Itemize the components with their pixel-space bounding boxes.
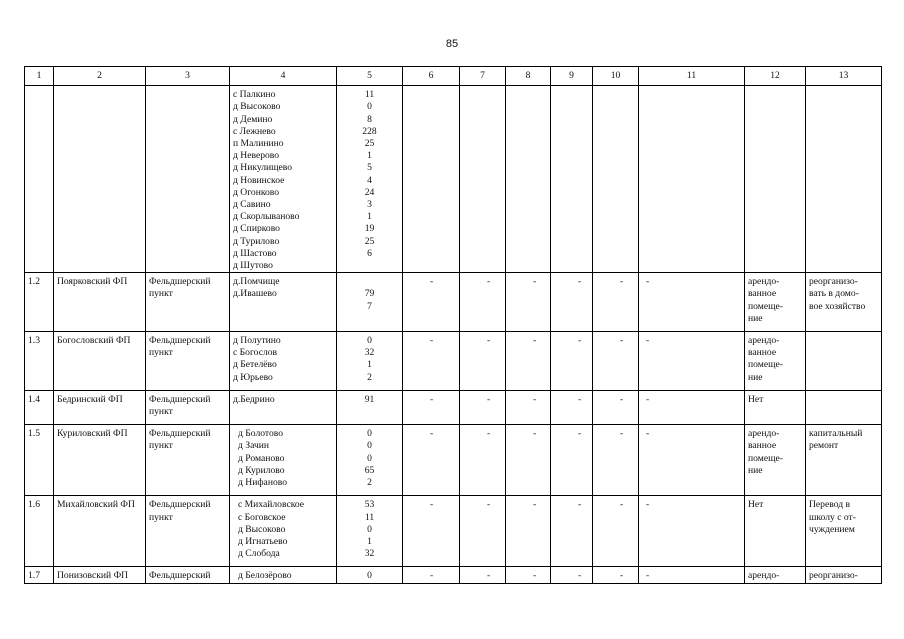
population-value: 0 <box>367 101 372 113</box>
settlement-name: д Высоково <box>238 523 286 535</box>
settlement-name: д Турилово <box>233 235 280 247</box>
settlement-name: д Шастово <box>233 247 277 259</box>
facility-type-cell <box>146 273 230 332</box>
premises-line: помеще- <box>748 359 783 371</box>
population-value: 6 <box>367 247 372 259</box>
col9-cell <box>551 273 593 332</box>
col11-cell <box>639 273 745 332</box>
row-number-cell <box>25 86 54 273</box>
col-header-9: 9 <box>551 67 593 86</box>
settlement-name: д Никулищево <box>233 162 293 174</box>
col-header-1: 1 <box>25 67 54 86</box>
facility-type-line: пункт <box>149 440 173 452</box>
measure-cell <box>806 86 882 273</box>
table-row <box>25 86 882 273</box>
population-value: 7 <box>367 300 372 312</box>
settlement-name: д Новинское <box>233 174 285 186</box>
population-cell <box>337 273 403 332</box>
col8-cell <box>506 567 551 583</box>
col10-cell <box>593 390 639 424</box>
col-header-11: 11 <box>639 67 745 86</box>
settlement-name: с Богослов <box>233 347 278 359</box>
premises-line: помеще- <box>748 452 783 464</box>
settlements-cell <box>230 273 337 332</box>
measure-line: вать в домо- <box>809 288 859 300</box>
facility-name: Бедринский ФП <box>57 393 123 405</box>
facility-type-line: пункт <box>149 288 173 300</box>
col9-cell <box>551 425 593 496</box>
facility-name: Михайловский ФП <box>57 499 135 511</box>
col11-cell <box>639 332 745 391</box>
population-value: 32 <box>364 347 375 359</box>
col11-value: - <box>646 335 650 347</box>
settlement-name: д Нифаново <box>238 477 288 489</box>
facility-name: Куриловский ФП <box>57 428 128 440</box>
population-value: 4 <box>367 174 372 186</box>
col6-value: - <box>430 393 434 405</box>
col6-value: - <box>430 276 434 288</box>
table-body <box>25 86 882 583</box>
settlement-name: д Скорлываново <box>233 211 300 223</box>
col6-cell <box>403 425 460 496</box>
col8-value: - <box>533 428 537 440</box>
premises-line: арендо- <box>748 335 780 347</box>
col7-cell <box>460 86 506 273</box>
settlements-cell <box>230 390 337 424</box>
premises-line: арендо- <box>748 428 780 440</box>
settlement-name: д Демино <box>233 113 273 125</box>
settlement-name: д.Помчище <box>233 276 280 288</box>
premises-line: ванное <box>748 440 777 452</box>
population-value: 2 <box>367 477 372 489</box>
col11-cell <box>639 567 745 583</box>
col6-cell <box>403 567 460 583</box>
measure-line: реорганизо- <box>809 276 858 288</box>
col9-cell <box>551 496 593 567</box>
premises-cell <box>745 273 806 332</box>
col9-value: - <box>578 428 582 440</box>
population-cell <box>337 496 403 567</box>
facility-type-cell <box>146 425 230 496</box>
col7-value: - <box>487 393 491 405</box>
population-cell <box>337 86 403 273</box>
premises-line: помеще- <box>748 300 783 312</box>
measure-line: ремонт <box>809 440 839 452</box>
premises-line: ванное <box>748 288 777 300</box>
table-row <box>25 390 882 424</box>
table-row <box>25 273 882 332</box>
population-value: 53 <box>364 499 375 511</box>
settlement-name: п Малинино <box>233 138 284 150</box>
population-value: 19 <box>364 223 375 235</box>
population-value: 0 <box>367 452 372 464</box>
col10-cell <box>593 86 639 273</box>
premises-line: ванное <box>748 347 777 359</box>
population-value <box>340 276 399 288</box>
col6-cell <box>403 273 460 332</box>
row-number: 1.6 <box>28 499 40 511</box>
col8-cell <box>506 390 551 424</box>
row-number-cell <box>25 273 54 332</box>
table-row <box>25 567 882 583</box>
col9-value: - <box>578 570 582 582</box>
facility-type-line: пункт <box>149 406 173 418</box>
col11-cell <box>639 496 745 567</box>
population-value: 1 <box>367 359 372 371</box>
facility-name-cell <box>54 86 146 273</box>
col8-cell <box>506 86 551 273</box>
facility-name-cell <box>54 496 146 567</box>
col8-value: - <box>533 335 537 347</box>
population-value: 0 <box>367 570 372 582</box>
measure-cell <box>806 496 882 567</box>
facility-type-line: Фельдшерский <box>149 276 211 288</box>
col10-value: - <box>620 335 624 347</box>
col7-cell <box>460 425 506 496</box>
facility-type-line: Фельдшерский <box>149 335 211 347</box>
facility-type-cell <box>146 332 230 391</box>
col8-cell <box>506 273 551 332</box>
row-number: 1.5 <box>28 428 40 440</box>
settlement-name: д Зачин <box>238 440 270 452</box>
facility-type-line: Фельдшерский <box>149 428 211 440</box>
col9-value: - <box>578 335 582 347</box>
population-value: 0 <box>367 523 372 535</box>
population-value: 1 <box>367 150 372 162</box>
measure-line: реорганизо- <box>809 570 858 582</box>
measure-cell <box>806 390 882 424</box>
premises-cell <box>745 332 806 391</box>
col-header-4: 4 <box>230 67 337 86</box>
population-value: 65 <box>364 464 375 476</box>
row-number: 1.7 <box>28 570 40 582</box>
facility-name: Поярковский ФП <box>57 276 128 288</box>
col11-value: - <box>646 428 650 440</box>
population-cell <box>337 425 403 496</box>
facility-type-cell <box>146 496 230 567</box>
population-value: 24 <box>364 186 375 198</box>
col6-cell <box>403 496 460 567</box>
settlement-name: д.Ивашево <box>233 288 277 300</box>
population-cell <box>337 390 403 424</box>
facility-type-cell <box>146 390 230 424</box>
measure-line: чуждением <box>809 523 855 535</box>
measure-cell <box>806 425 882 496</box>
col7-cell <box>460 567 506 583</box>
settlement-name: д.Бедрино <box>233 393 275 405</box>
settlements-cell <box>230 496 337 567</box>
settlement-name: д Юрьево <box>233 371 273 383</box>
settlement-name: д Неверово <box>233 150 280 162</box>
row-number: 1.4 <box>28 393 40 405</box>
settlement-name: д Савино <box>233 199 271 211</box>
col-header-5: 5 <box>337 67 403 86</box>
facility-name-cell <box>54 425 146 496</box>
premises-line: ние <box>748 371 763 383</box>
premises-line: арендо- <box>748 570 780 582</box>
col9-cell <box>551 332 593 391</box>
facility-type-cell <box>146 86 230 273</box>
col7-value: - <box>487 499 491 511</box>
facility-type-line: Фельдшерский <box>149 393 211 405</box>
measure-cell <box>806 567 882 583</box>
population-value: 91 <box>364 393 375 405</box>
col11-cell <box>639 86 745 273</box>
settlements-cell <box>230 567 337 583</box>
population-cell <box>337 332 403 391</box>
col6-cell <box>403 390 460 424</box>
settlements-cell <box>230 86 337 273</box>
row-number-cell <box>25 332 54 391</box>
col8-value: - <box>533 570 537 582</box>
population-value: 11 <box>364 511 375 523</box>
measure-line: школу с от- <box>809 511 856 523</box>
col-header-10: 10 <box>593 67 639 86</box>
population-value: 25 <box>364 235 375 247</box>
col-header-13: 13 <box>806 67 882 86</box>
measure-cell <box>806 332 882 391</box>
settlement-name: д Полутино <box>233 335 281 347</box>
population-value: 0 <box>367 440 372 452</box>
premises-cell <box>745 390 806 424</box>
measure-line: капитальный <box>809 428 863 440</box>
settlement-name: д Огонково <box>233 186 280 198</box>
col10-cell <box>593 567 639 583</box>
settlement-name: д Шутово <box>233 260 273 272</box>
col11-value <box>642 89 646 100</box>
col6-cell <box>403 332 460 391</box>
col7-value: - <box>487 276 491 288</box>
settlement-name: с Боговское <box>238 511 286 523</box>
col7-cell <box>460 496 506 567</box>
settlement-name: д Болотово <box>238 428 284 440</box>
measure-line: Перевод в <box>809 499 851 511</box>
col-header-3: 3 <box>146 67 230 86</box>
col6-cell <box>403 86 460 273</box>
facility-name-cell <box>54 567 146 583</box>
col-header-12: 12 <box>745 67 806 86</box>
col6-value: - <box>430 428 434 440</box>
row-number-cell <box>25 496 54 567</box>
premises-line: ние <box>748 312 763 324</box>
col10-cell <box>593 496 639 567</box>
col10-cell <box>593 425 639 496</box>
col6-value: - <box>430 570 434 582</box>
col9-cell <box>551 567 593 583</box>
col9-value: - <box>578 276 582 288</box>
col10-value: - <box>620 276 624 288</box>
facility-type-line: Фельдшерский <box>149 499 211 511</box>
population-value: 2 <box>367 371 372 383</box>
col7-cell <box>460 332 506 391</box>
premises-line: арендо- <box>748 276 780 288</box>
col-header-8: 8 <box>506 67 551 86</box>
row-number-cell <box>25 567 54 583</box>
col8-cell <box>506 496 551 567</box>
settlement-name: д Бетелёво <box>233 359 277 371</box>
settlements-cell <box>230 332 337 391</box>
premises-cell <box>745 567 806 583</box>
col-header-2: 2 <box>54 67 146 86</box>
premises-line: Нет <box>748 499 764 511</box>
population-value: 1 <box>367 211 372 223</box>
col8-value: - <box>533 276 537 288</box>
population-value: 11 <box>364 89 375 101</box>
col8-value: - <box>533 393 537 405</box>
col10-value: - <box>620 428 624 440</box>
population-value: 1 <box>367 535 372 547</box>
column-number-row <box>25 67 882 86</box>
col10-cell <box>593 332 639 391</box>
col11-cell <box>639 390 745 424</box>
settlement-name: д Спирково <box>233 223 280 235</box>
col7-cell <box>460 390 506 424</box>
col11-cell <box>639 425 745 496</box>
col-header-7: 7 <box>460 67 506 86</box>
col11-value: - <box>646 570 650 582</box>
table-row <box>25 425 882 496</box>
facility-type-line: пункт <box>149 511 173 523</box>
col7-value: - <box>487 428 491 440</box>
col6-value: - <box>430 499 434 511</box>
col10-value: - <box>620 570 624 582</box>
facility-name: Понизовский ФП <box>57 570 129 582</box>
col7-cell <box>460 273 506 332</box>
population-cell <box>337 567 403 583</box>
settlements-cell <box>230 425 337 496</box>
col9-value: - <box>578 393 582 405</box>
settlement-name: д Романово <box>238 452 285 464</box>
col7-value: - <box>487 570 491 582</box>
population-value: 25 <box>364 138 375 150</box>
row-number-cell <box>25 425 54 496</box>
settlement-name: д Высоково <box>233 101 281 113</box>
population-value: 5 <box>367 162 372 174</box>
col6-value: - <box>430 335 434 347</box>
population-value: 79 <box>364 288 375 300</box>
settlement-name: с Палкино <box>233 89 276 101</box>
col10-value: - <box>620 499 624 511</box>
population-value: 3 <box>367 199 372 211</box>
settlement-name: д Игнатьево <box>238 535 288 547</box>
col9-value: - <box>578 499 582 511</box>
col10-cell <box>593 273 639 332</box>
settlement-name: д Слобода <box>238 548 280 560</box>
table-row <box>25 332 882 391</box>
population-value: 0 <box>367 335 372 347</box>
measure-cell <box>806 273 882 332</box>
facility-type-line: Фельдшерский <box>149 570 211 582</box>
col7-value: - <box>487 335 491 347</box>
facilities-table <box>24 66 882 584</box>
col-header-6: 6 <box>403 67 460 86</box>
population-value: 32 <box>364 548 375 560</box>
premises-cell <box>745 425 806 496</box>
premises-line: Нет <box>748 393 764 405</box>
settlement-name: с Лежнево <box>233 125 276 137</box>
facility-name: Богословский ФП <box>57 335 131 347</box>
settlement-name: с Михайловское <box>238 499 305 511</box>
settlement-name: д Белозёрово <box>238 570 292 582</box>
page-number: 85 <box>445 38 459 50</box>
col11-value: - <box>646 499 650 511</box>
col11-value: - <box>646 276 650 288</box>
population-value: 0 <box>367 428 372 440</box>
population-value: 228 <box>362 125 377 137</box>
premises-cell <box>745 496 806 567</box>
col8-cell <box>506 425 551 496</box>
facility-name-cell <box>54 390 146 424</box>
table-row <box>25 496 882 567</box>
row-number: 1.2 <box>28 276 40 288</box>
settlement-name: д Курилово <box>238 464 285 476</box>
col10-value: - <box>620 393 624 405</box>
measure-line: вое хозяйство <box>809 300 866 312</box>
row-number-cell <box>25 390 54 424</box>
col9-cell <box>551 390 593 424</box>
facility-name-cell <box>54 332 146 391</box>
premises-line: ние <box>748 464 763 476</box>
population-value: 8 <box>367 113 372 125</box>
col9-cell <box>551 86 593 273</box>
premises-cell <box>745 86 806 273</box>
row-number: 1.3 <box>28 335 40 347</box>
facility-type-cell <box>146 567 230 583</box>
facility-type-line: пункт <box>149 347 173 359</box>
facility-name-cell <box>54 273 146 332</box>
col8-value: - <box>533 499 537 511</box>
col8-cell <box>506 332 551 391</box>
col11-value: - <box>646 393 650 405</box>
